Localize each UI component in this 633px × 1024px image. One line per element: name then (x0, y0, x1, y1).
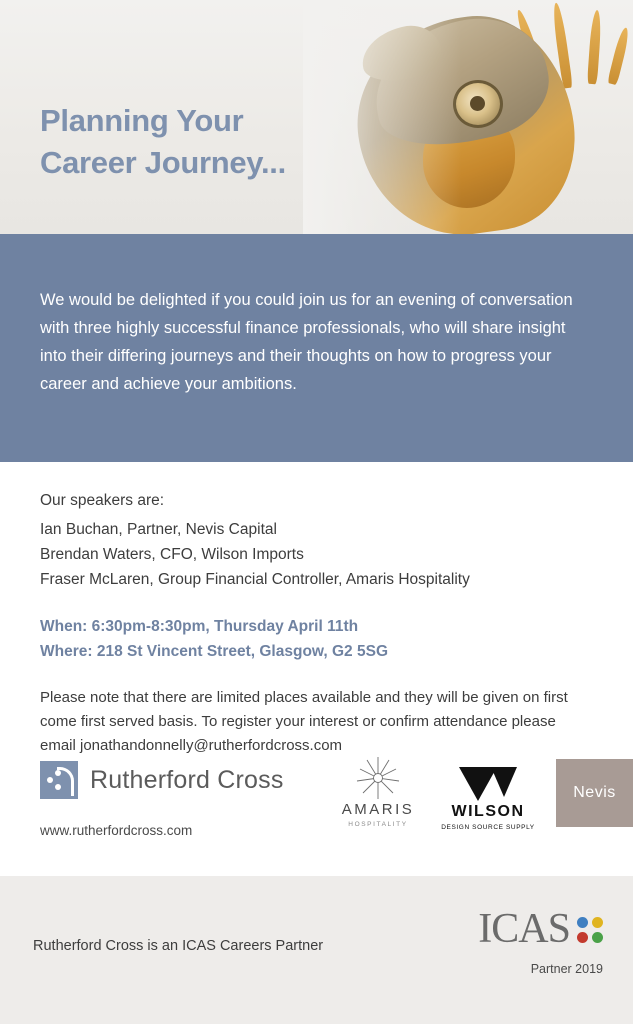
event-where: Where: 218 St Vincent Street, Glasgow, G2 5SG (40, 643, 389, 660)
event-when: When: 6:30pm-8:30pm, Thursday April 11th (40, 618, 359, 635)
page-title-line-2: Career Journey... (40, 145, 286, 180)
rutherford-cross-name: Rutherford Cross (90, 765, 284, 794)
wilson-logo (434, 767, 542, 831)
intro-paragraph: We would be delighted if you could join us for an evening of conversation with three highly successful finance professionals, who will share insight into their differing journeys and their thoughts on how to progress your career and achieve your ambitions. (40, 291, 573, 393)
footer-partner-text: Rutherford Cross is an ICAS Careers Partner (33, 938, 324, 954)
speaker-item: Ian Buchan, Partner, Nevis Capital (40, 521, 277, 538)
intro-band (0, 234, 633, 462)
icas-dots-icon (577, 917, 603, 943)
rutherford-cross-logo[interactable] (40, 761, 284, 799)
icas-logo (478, 908, 603, 950)
website-url[interactable]: www.rutherfordcross.com (40, 823, 193, 838)
nevis-name: Nevis (573, 784, 616, 801)
speakers-heading: Our speakers are: (40, 492, 165, 509)
registration-note: Please note that there are limited places available and they will be given on first come first served basis. To register your interest or confirm attendance please email jonathandonnelly@rutherfordcross.com (40, 689, 568, 754)
wilson-tagline: DESIGN SOURCE SUPPLY (441, 824, 535, 831)
wilson-name: WILSON (451, 803, 525, 820)
amaris-logo (330, 755, 426, 833)
speaker-item: Fraser McLaren, Group Financial Controller, Amaris Hospitality (40, 571, 470, 588)
starburst-icon (355, 755, 401, 801)
rutherford-cross-mark-icon (40, 761, 78, 799)
wilson-mark-icon (434, 767, 542, 801)
when-where-block (40, 614, 593, 664)
iguana-eye (453, 80, 503, 128)
iguana-photo (303, 0, 633, 234)
nevis-logo (556, 759, 633, 827)
iguana-pupil (470, 96, 485, 111)
amaris-name: AMARIS (341, 801, 415, 818)
icas-wordmark: ICAS (478, 906, 570, 952)
logo-row (40, 755, 616, 838)
amaris-tagline: HOSPITALITY (348, 821, 408, 828)
speaker-item: Brendan Waters, CFO, Wilson Imports (40, 546, 304, 563)
page-title-line-1: Planning Your (40, 103, 244, 138)
page-title (40, 100, 286, 184)
footer-bar (0, 876, 633, 1024)
hero-banner (0, 0, 633, 234)
partner-year: Partner 2019 (530, 962, 603, 976)
